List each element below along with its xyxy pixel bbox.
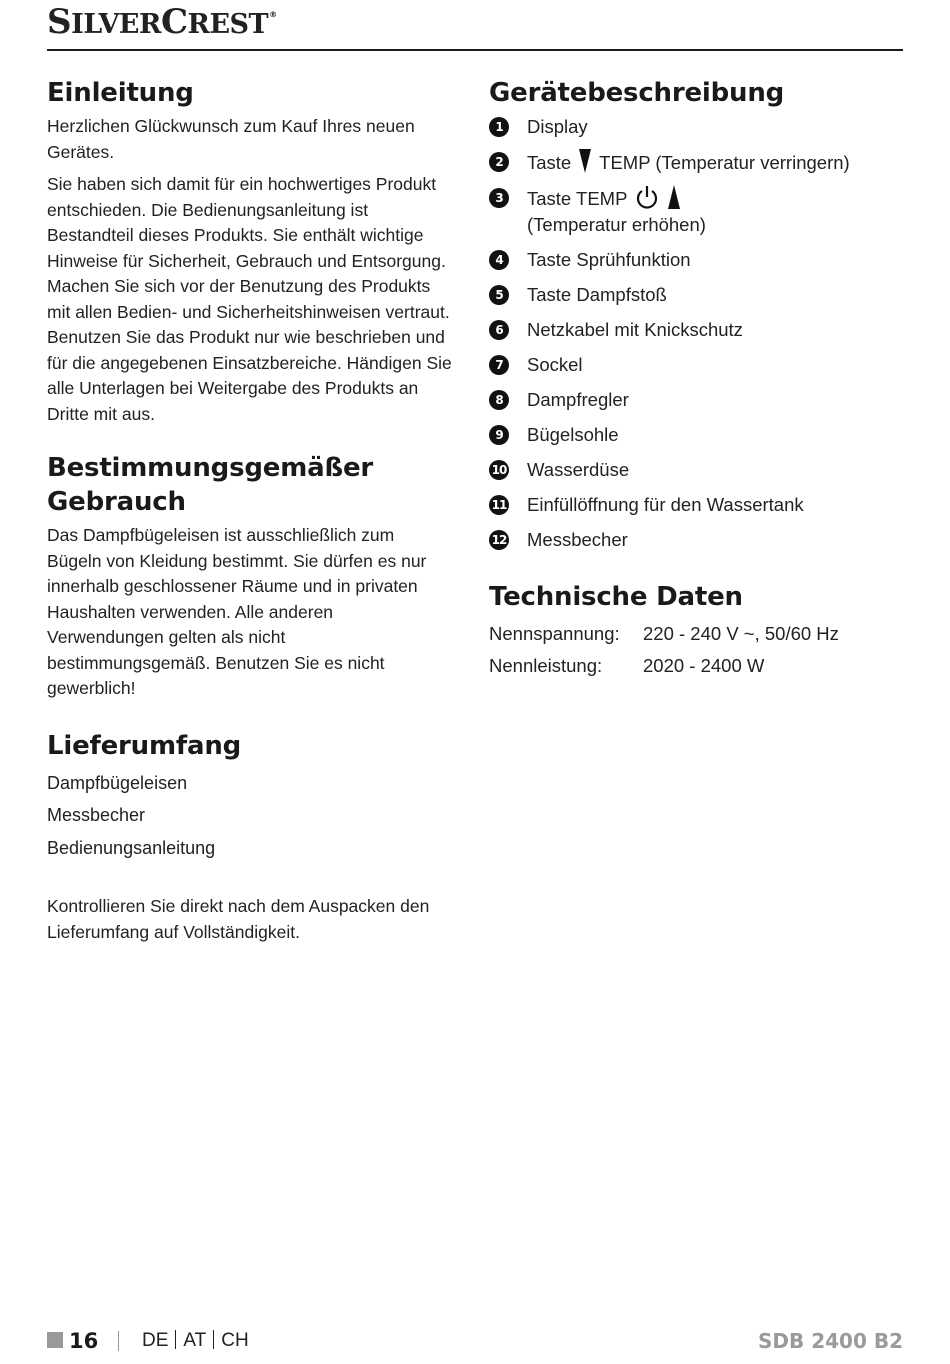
- model-number: SDB 2400 B2: [758, 1329, 903, 1353]
- item-label: Dampfregler: [527, 389, 629, 410]
- list-item: [489, 185, 909, 238]
- intro-paragraph-1: Herzlichen Glückwunsch zum Kauf Ihres neuen Gerätes.: [47, 116, 415, 162]
- list-item: [489, 457, 909, 483]
- list-item: [489, 317, 909, 343]
- language-divider: [213, 1330, 214, 1349]
- scope-note: Kontrollieren Sie direkt nach dem Auspacken den Lieferumfang auf Vollständigkeit.: [47, 896, 430, 942]
- list-item: [489, 149, 909, 176]
- intended-use-paragraph: Das Dampfbügeleisen ist ausschließlich zum Bügeln von Kleidung bestimmt. Sie dürfen es nur innerhalb geschlossener Räume und in privaten Haushalten verwenden. Alle anderen Verwendungen gelten als nicht bestimmungsgemäß. Benutzen Sie es nicht gewerblich!: [47, 525, 427, 698]
- list-item: [489, 282, 909, 308]
- power-icon: [635, 185, 659, 209]
- registered-mark: ®: [269, 10, 277, 19]
- item-label: Messbecher: [527, 529, 628, 550]
- footer-square-marker: [47, 1332, 63, 1348]
- scope-item: Messbecher: [47, 805, 146, 825]
- list-item: [489, 114, 909, 140]
- item-number: 7: [489, 355, 509, 375]
- item-number: 10: [489, 460, 509, 480]
- item-number: 12: [489, 530, 509, 550]
- spec-value: 220 - 240 V ~, 50/60 Hz: [643, 623, 839, 644]
- item-number: 11: [489, 495, 509, 515]
- heading-technische-daten: Technische Daten: [489, 582, 743, 612]
- heading-geraetebeschreibung: Gerätebeschreibung: [489, 78, 785, 108]
- heading-bestimmungsgemaesser-gebrauch: Bestimmungsgemäßer Gebrauch: [47, 453, 373, 517]
- triangle-down-icon: [579, 149, 591, 173]
- item-label: Wasserdüse: [527, 459, 630, 480]
- scope-item: Dampfbügeleisen: [47, 772, 188, 793]
- header-rule: [47, 49, 903, 51]
- item-label: Taste TEMP (Temperatur erhöhen): [527, 185, 706, 238]
- spec-key: Nennleistung:: [489, 655, 603, 676]
- list-item: [489, 387, 909, 413]
- language-codes: [142, 1326, 249, 1356]
- item-number: 8: [489, 390, 509, 410]
- item-label: Taste TEMP (Temperatur verringern): [527, 149, 850, 176]
- left-column: [47, 76, 459, 952]
- item-label: Bügelsohle: [527, 424, 619, 445]
- heading-einleitung: Einleitung: [47, 78, 194, 108]
- scope-item: Bedienungsanleitung: [47, 837, 216, 858]
- language-divider: [175, 1330, 176, 1349]
- item-number: 1: [489, 117, 509, 137]
- list-item: [489, 492, 909, 518]
- language-code: CH: [221, 1330, 249, 1351]
- list-item: [489, 527, 909, 553]
- footer-divider: [118, 1331, 119, 1351]
- spec-row: [489, 650, 909, 682]
- right-column: [489, 76, 909, 682]
- intro-paragraph-2: Sie haben sich damit für ein hochwertiges Produkt entschieden. Die Bedienungsanleitung ist Bestandteil dieses Produkts. Sie enthält wichtige Hinweise für Sicherheit, Gebrauch und Entsorgung. Machen Sie sich vor der Benutzung des Produkts mit allen Bedien- und Sicherheitshinweisen vertraut. Benutzen Sie das Produkt nur wie beschrieben und für die angegebenen Einsatzbereiche. Händigen Sie alle Unterlagen bei Weitergabe des Produkts an Dritte mit aus.: [47, 174, 452, 424]
- language-code: DE: [142, 1330, 169, 1351]
- item-label: Taste Sprühfunktion: [527, 249, 691, 270]
- item-number: 9: [489, 425, 509, 445]
- page-number: 16: [69, 1329, 99, 1353]
- item-number: 6: [489, 320, 509, 340]
- list-item: [489, 352, 909, 378]
- heading-lieferumfang: Lieferumfang: [47, 730, 242, 761]
- item-number: 4: [489, 250, 509, 270]
- item-number: 5: [489, 285, 509, 305]
- list-item: [489, 247, 909, 273]
- page-footer: [47, 1326, 903, 1356]
- spec-row: [489, 618, 909, 650]
- item-label: Einfüllöffnung für den Wassertank: [527, 494, 804, 515]
- list-item: [489, 422, 909, 448]
- item-label: Netzkabel mit Knickschutz: [527, 319, 743, 340]
- item-number: 2: [489, 152, 509, 172]
- tech-specs: [489, 618, 909, 682]
- item-number: 3: [489, 188, 509, 208]
- parts-list: [489, 114, 909, 553]
- item-label: Sockel: [527, 354, 583, 375]
- brand-logo: SILVERCREST®: [47, 2, 277, 42]
- item-label: Taste Dampfstoß: [527, 284, 667, 305]
- language-code: AT: [183, 1330, 207, 1351]
- spec-value: 2020 - 2400 W: [643, 655, 765, 676]
- item-label: Display: [527, 116, 588, 137]
- spec-key: Nennspannung:: [489, 623, 620, 644]
- triangle-up-icon: [668, 185, 680, 209]
